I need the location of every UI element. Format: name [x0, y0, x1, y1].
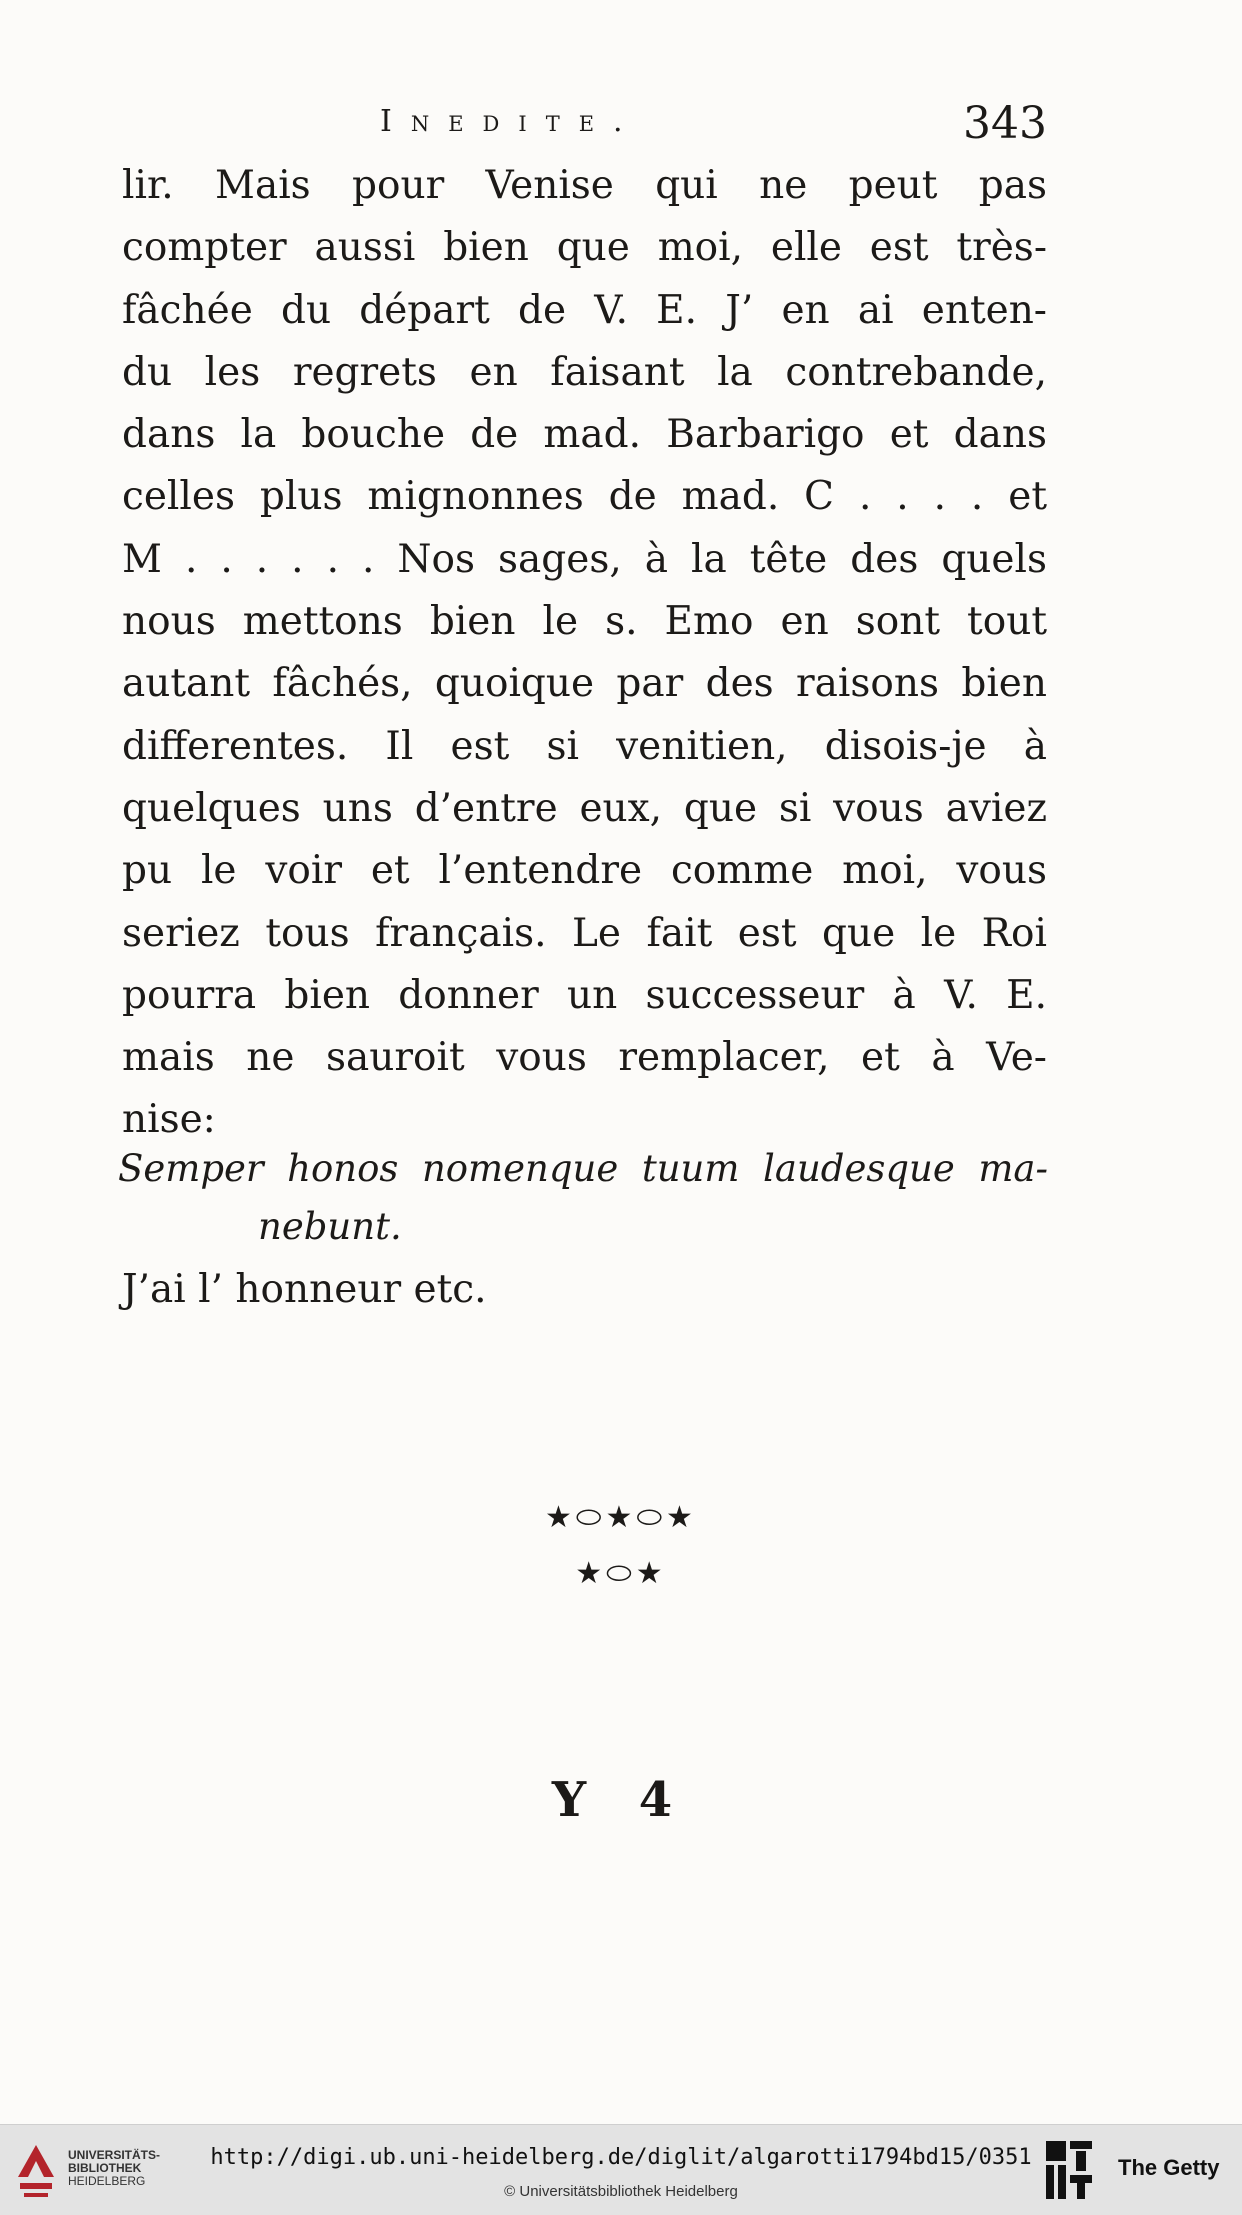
permalink-url[interactable]: http://digi.ub.uni-heidelberg.de/diglit/algarotti1794bd15/0351 [210, 2145, 1032, 2170]
getty-name: The Getty [1118, 2155, 1220, 2180]
ornament-lower: ★⬭★ [575, 1556, 667, 1591]
getty-logo-icon[interactable] [1044, 2139, 1096, 2201]
text-line: autant fâchés, quoique par des raisons bien [122, 661, 1047, 707]
body-text [122, 155, 1047, 1152]
text-line: dans la bouche de mad. Barbarigo et dans [122, 412, 1047, 458]
text-line: compter aussi bien que moi, elle est très- [122, 225, 1047, 271]
text-line: pu le voir et l’entendre comme moi, vous [122, 848, 1047, 894]
text-line: nise: [122, 1097, 216, 1143]
text-line: celles plus mignonnes de mad. C . . . . et [122, 474, 1047, 520]
verse-line: Semper honos nomenque tuum laudesque ma- [118, 1147, 1048, 1190]
page-number: 343 [963, 98, 1047, 149]
latin-verse [118, 1140, 1048, 1256]
closing-salutation: J’ai l’ honneur etc. [122, 1267, 487, 1312]
text-line: mais ne sauroit vous remplacer, et à Ve- [122, 1035, 1047, 1081]
text-line: seriez tous français. Le fait est que le Roi [122, 910, 1047, 956]
text-line: quelques uns d’entre eux, que si vous aviez [122, 785, 1047, 831]
copyright-notice: © Universitätsbibliothek Heidelberg [504, 2183, 738, 2200]
text-line: fâchée du départ de V. E. J’ en ai enten- [122, 287, 1047, 333]
text-line: nous mettons bien le s. Emo en sont tout [122, 599, 1047, 645]
running-title: Inedite. [380, 104, 642, 139]
library-name-line: HEIDELBERG [68, 2174, 146, 2188]
verse-line: nebunt. [258, 1205, 402, 1248]
text-line: du les regrets en faisant la contrebande, [122, 349, 1047, 395]
text-line: M . . . . . . Nos sages, à la tête des quels [122, 536, 1047, 582]
text-line: pourra bien donner un successeur à V. E. [122, 972, 1047, 1018]
running-head [122, 98, 1047, 158]
text-line: differentes. Il est si venitien, disois-je à [122, 723, 1047, 769]
signature-mark: Y 4 [551, 1772, 691, 1828]
ornament-upper: ★⬭★⬭★ [545, 1500, 697, 1535]
footer-bar [0, 2124, 1242, 2215]
library-name-line: UNIVERSITÄTS- [68, 2148, 161, 2162]
library-name-line: BIBLIOTHEK [68, 2161, 142, 2175]
text-line: lir. Mais pour Venise qui ne peut pas [122, 163, 1047, 208]
